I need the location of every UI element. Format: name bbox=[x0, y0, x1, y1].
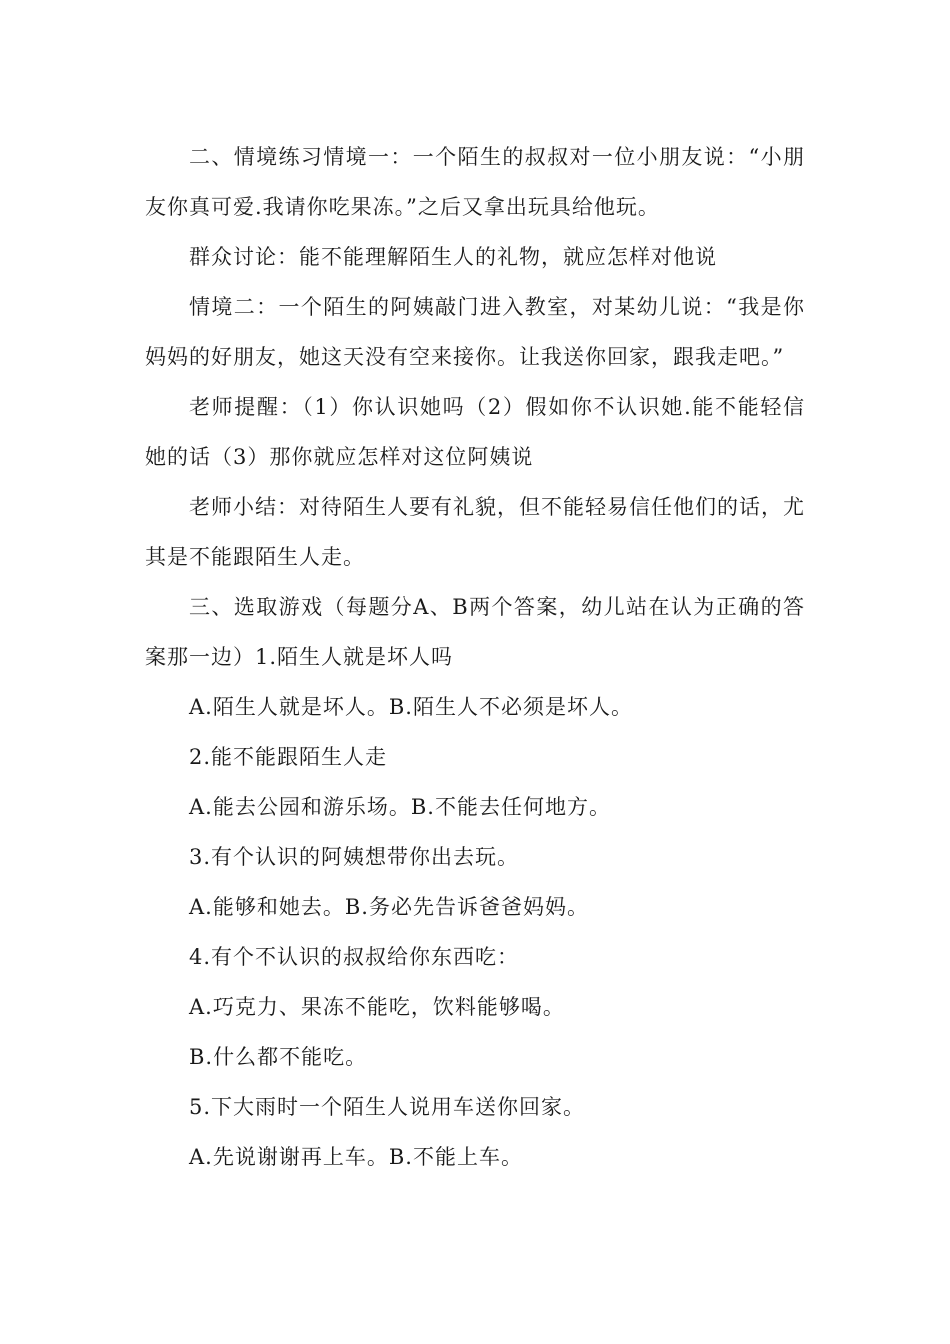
question-line-3: 3.有个认识的阿姨想带你出去玩。 bbox=[189, 845, 520, 869]
answer-line-4a: A.巧克力、果冻不能吃，饮料能够喝。 bbox=[189, 995, 565, 1019]
paragraph-choice-game: 三、选取游戏（每题分A、B两个答案，幼儿站在认为正确的答案那一边）1.陌生人就是坏人吗 bbox=[145, 595, 805, 669]
paragraph-scenario-one: 二、情境练习情境一：一个陌生的叔叔对一位小朋友说：“小朋友你真可爱.我请你吃果冻。”之后又拿出玩具给他玩。 bbox=[145, 145, 805, 219]
question-line-2: 2.能不能跟陌生人走 bbox=[189, 745, 388, 769]
document-body bbox=[145, 132, 805, 1182]
question-line-4: 4.有个不认识的叔叔给你东西吃： bbox=[189, 945, 520, 969]
question-line-5: 5.下大雨时一个陌生人说用车送你回家。 bbox=[189, 1095, 586, 1119]
answer-line-1: A.陌生人就是坏人。B.陌生人不必须是坏人。 bbox=[189, 695, 633, 719]
paragraph-teacher-reminder: 老师提醒：（1）你认识她吗（2）假如你不认识她.能不能轻信她的话（3）那你就应怎样对这位阿姨说 bbox=[145, 395, 805, 469]
paragraph-teacher-summary: 老师小结：对待陌生人要有礼貌，但不能轻易信任他们的话，尤其是不能跟陌生人走。 bbox=[145, 495, 805, 569]
answer-line-5: A.先说谢谢再上车。B.不能上车。 bbox=[189, 1145, 523, 1169]
paragraph-scenario-two: 情境二：一个陌生的阿姨敲门进入教室，对某幼儿说：“我是你妈妈的好朋友，她这天没有空来接你。让我送你回家，跟我走吧。” bbox=[145, 295, 805, 369]
answer-line-2: A.能去公园和游乐场。B.不能去任何地方。 bbox=[189, 795, 611, 819]
answer-line-3: A.能够和她去。B.务必先告诉爸爸妈妈。 bbox=[189, 895, 589, 919]
answer-line-4b: B.什么都不能吃。 bbox=[189, 1045, 368, 1069]
paragraph-group-discussion: 群众讨论：能不能理解陌生人的礼物，就应怎样对他说 bbox=[189, 245, 717, 269]
